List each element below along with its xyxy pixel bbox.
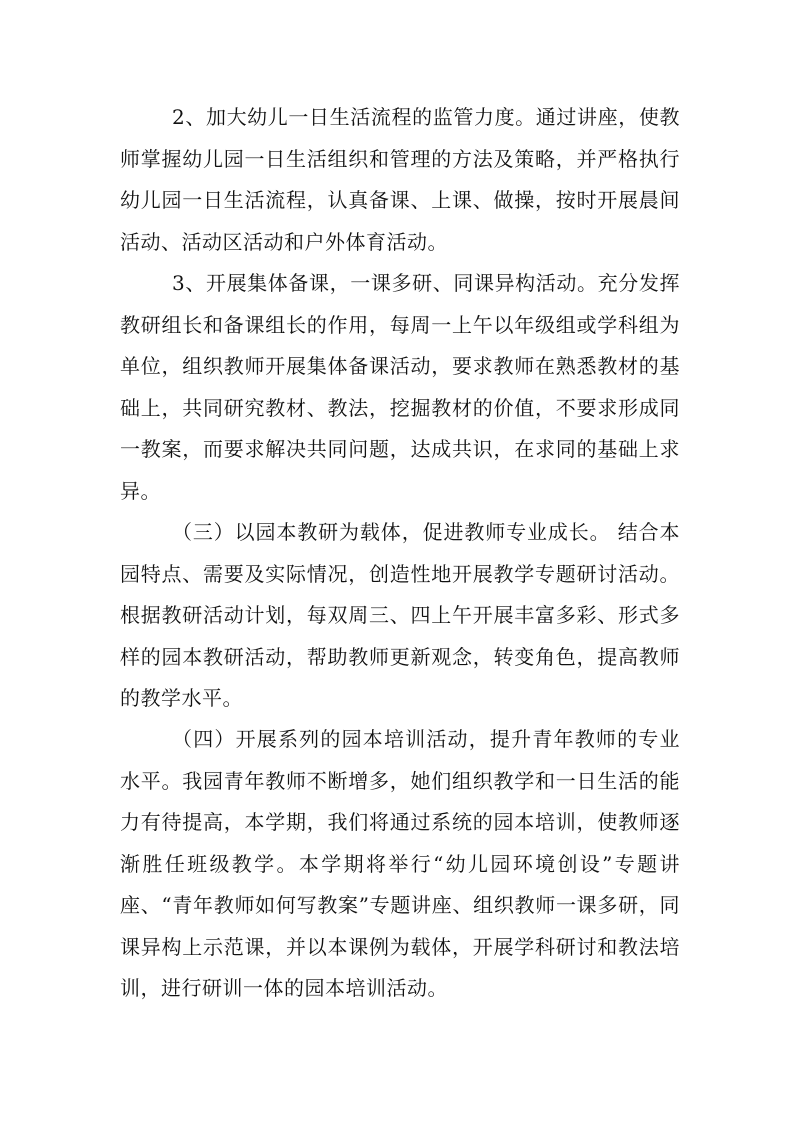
paragraph-school-based-training: （四）开展系列的园本培训活动，提升青年教师的专业水平。我园青年教师不断增多，她们组织教学和一日生活的能力有待提高，本学期，我们将通过系统的园本培训，使教师逐渐胜任班级教学。本学期将举行“幼儿园环境创设”专题讲座、“青年教师如何写教案”专题讲座、组织教师一课多研，同课异构上示范课，并以本课例为载体，开展学科研讨和教法培训，进行研训一体的园本培训活动。 (120, 727, 680, 1000)
paragraph-collective-lesson-prep: 3、开展集体备课，一课多研、同课异构活动。充分发挥教研组长和备课组长的作用，每周一上午以年级组或学科组为单位，组织教师开展集体备课活动，要求教师在熟悉教材的基础上，共同研究教材、教法，挖掘教材的价值，不要求形成同一教案，而要求解决共同问题，达成共识，在求同的基础上求异。 (120, 271, 680, 503)
paragraph-supervision: 2、加大幼儿一日生活流程的监管力度。通过讲座，使教师掌握幼儿园一日生活组织和管理的方法及策略，并严格执行幼儿园一日生活流程，认真备课、上课、做操，按时开展晨间活动、活动区活动和户外体育活动。 (120, 105, 680, 254)
paragraph-school-based-research: （三）以园本教研为载体，促进教师专业成长。 结合本园特点、需要及实际情况，创造性地开展教学专题研讨活动。根据教研活动计划，每双周三、四上午开展丰富多彩、形式多样的园本教研活动，帮助教师更新观念，转变角色，提高教师的教学水平。 (120, 520, 680, 710)
